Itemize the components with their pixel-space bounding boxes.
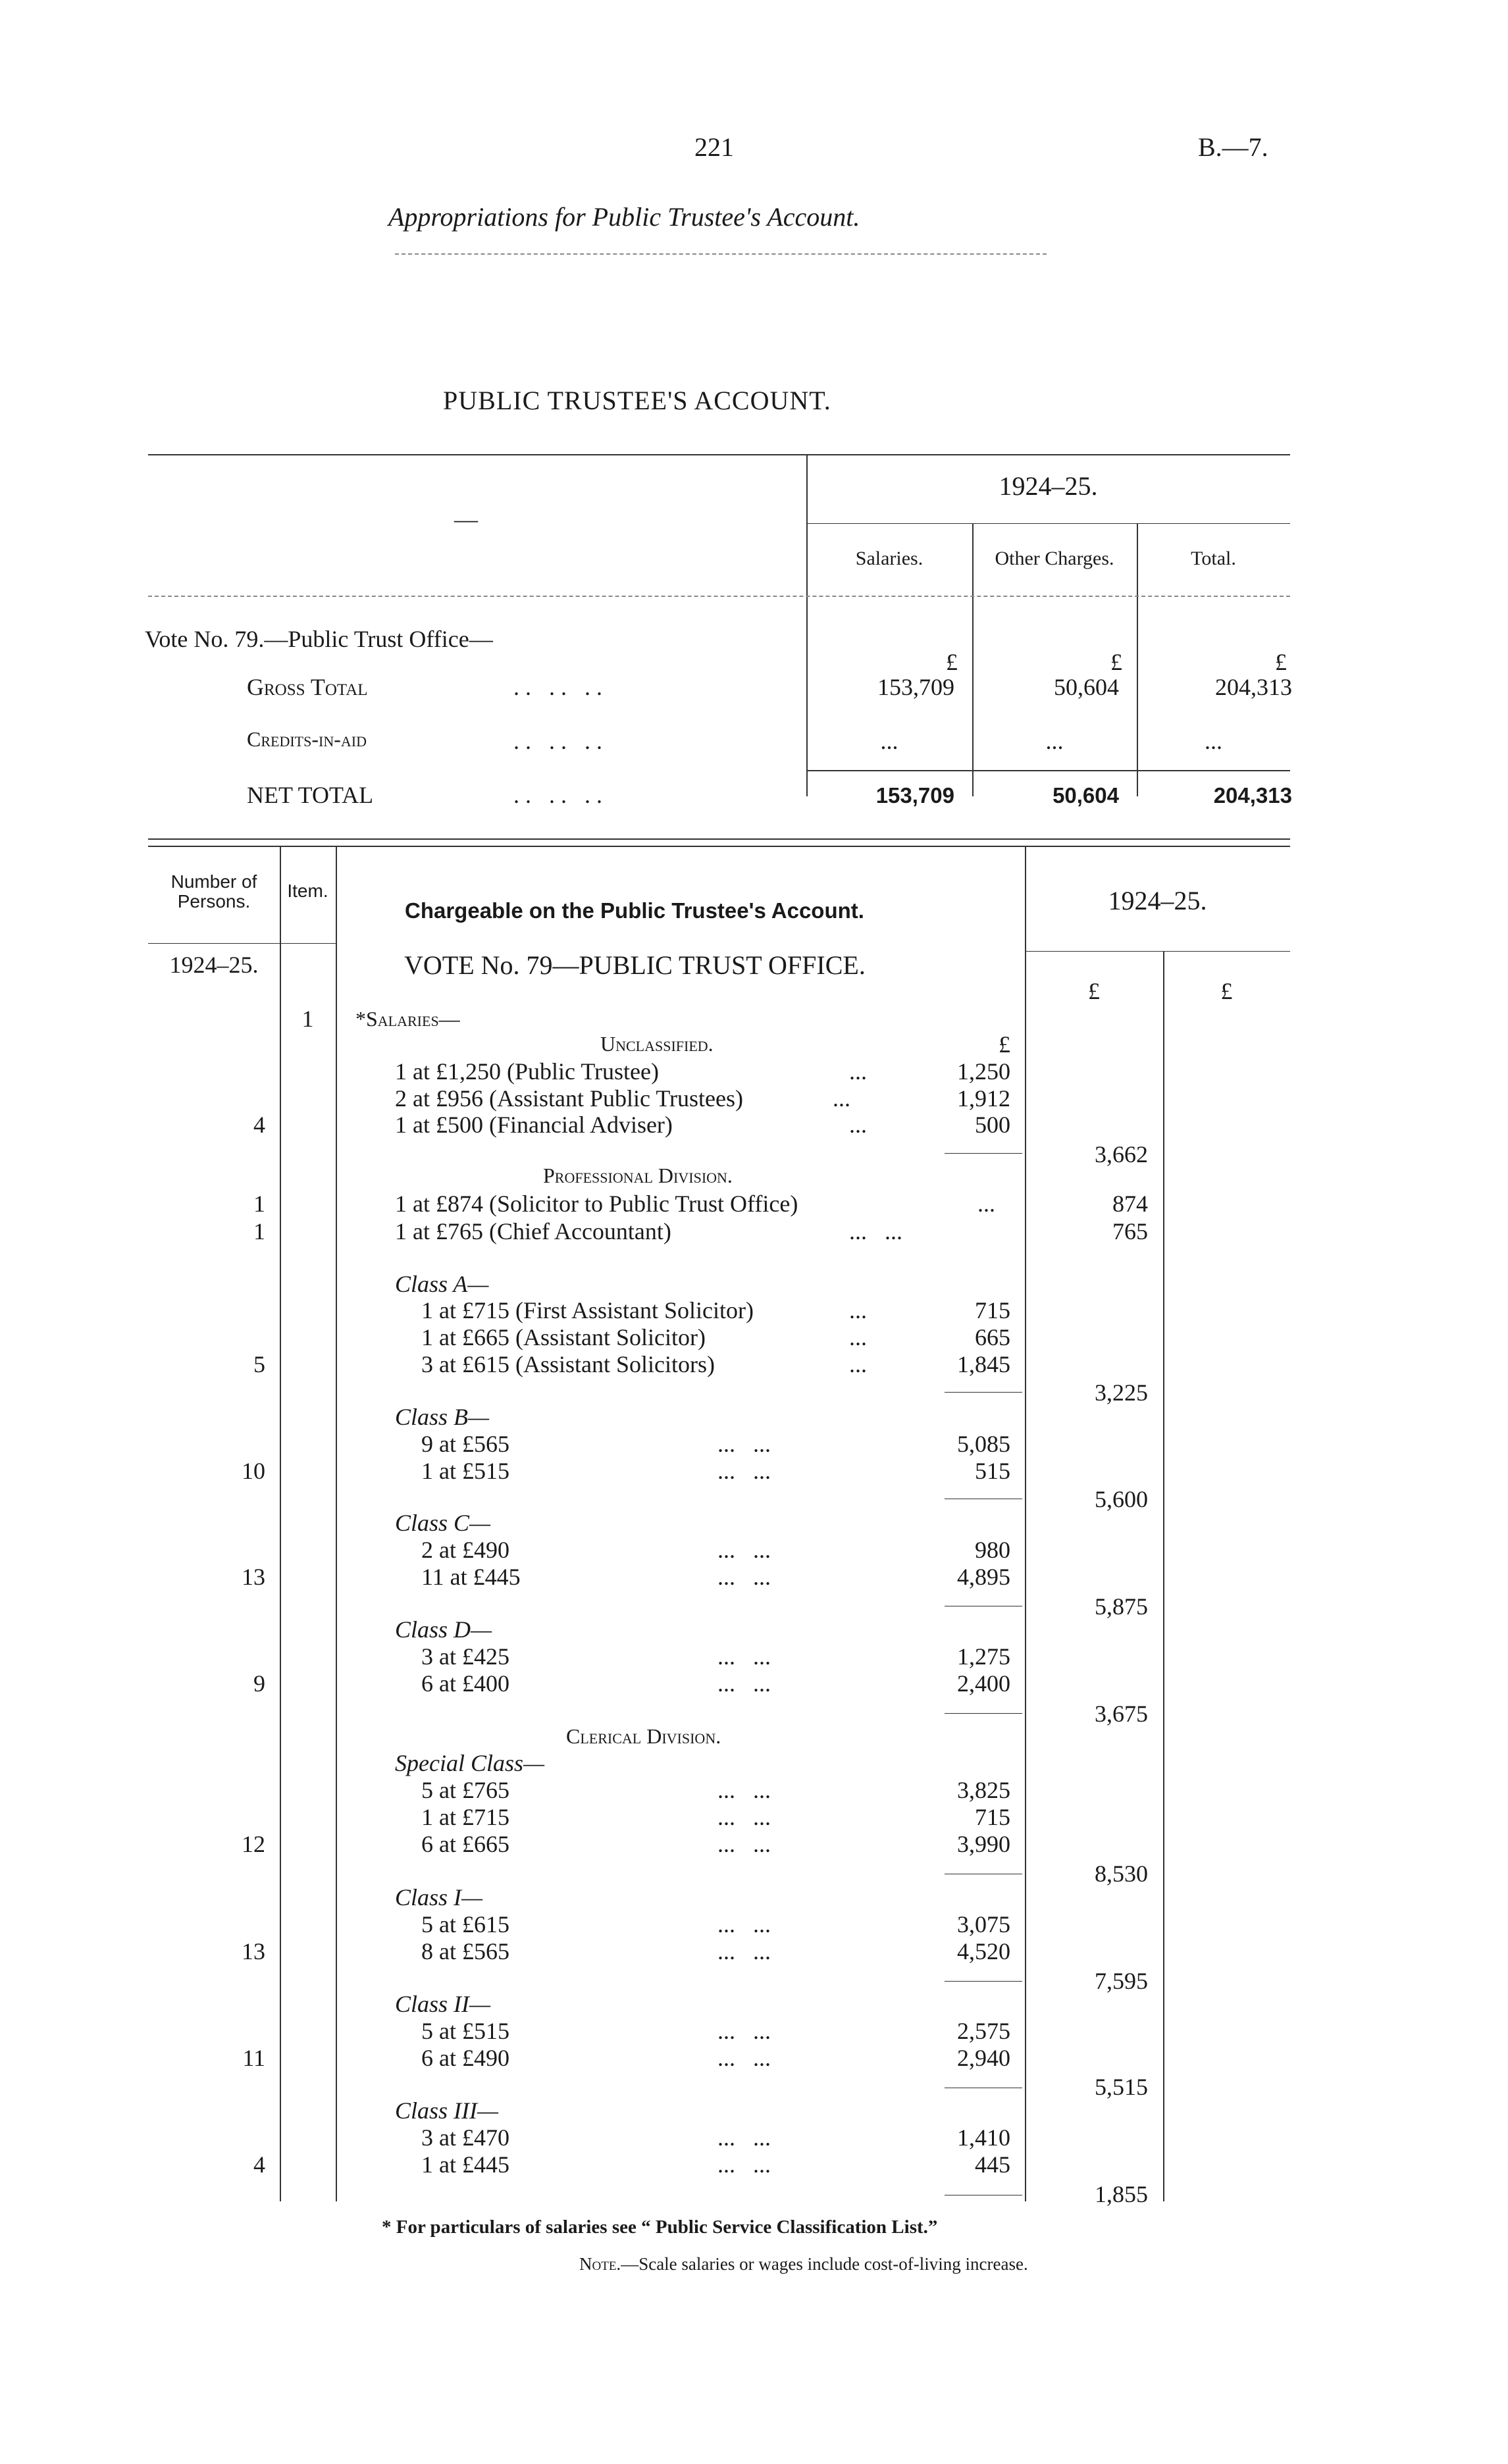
summary-top-rule [148, 454, 1290, 455]
line-text: 6 at £400 [421, 1670, 509, 1697]
main-title: PUBLIC TRUSTEE'S ACCOUNT. [443, 386, 831, 415]
professional-heading: Professional Division. [543, 1164, 733, 1187]
persons-count: 4 [253, 2151, 265, 2178]
header-rule [395, 253, 1047, 255]
subtotal: 3,225 [1095, 1379, 1148, 1406]
class-label: Class I— [395, 1884, 483, 1911]
line-amount: 500 [975, 1112, 1010, 1138]
col-total-header: Total. [1191, 548, 1236, 569]
subtotal: 5,600 [1095, 1486, 1148, 1512]
line-text: 1 at £1,250 (Public Trustee) [395, 1058, 659, 1085]
note-text: —Scale salaries or wages include cost-of-living increase. [621, 2254, 1028, 2274]
subtotal-rule [945, 1392, 1022, 1393]
line-amount: 715 [975, 1297, 1010, 1323]
summary-bottom-rule [148, 838, 1290, 840]
item-number: 1 [301, 1006, 314, 1032]
detail-year: 1924–25. [1108, 886, 1207, 915]
net-total-rule [806, 770, 1290, 771]
leader-dots: . . . . . . [513, 782, 602, 808]
leader-dots: ... ... [849, 1218, 902, 1245]
vote-label: Vote No. 79.—Public Trust Office— [145, 626, 493, 652]
persons-count: 1 [253, 1218, 265, 1245]
line-text: 1 at £715 [421, 1804, 509, 1830]
leader-dots: ... ... [717, 1564, 771, 1590]
persons-count: 4 [253, 1112, 265, 1138]
running-title: Appropriations for Public Trustee's Account. [388, 202, 860, 232]
line-total: 765 [1112, 1218, 1148, 1245]
line-text: 5 at £515 [421, 2018, 509, 2044]
net-salaries: 153,709 [875, 783, 954, 808]
line-amount: 445 [975, 2151, 1010, 2178]
detail-top-rule [148, 846, 1290, 847]
line-amount: 4,520 [957, 1938, 1010, 1964]
line-amount: 980 [975, 1537, 1010, 1563]
line-text: 6 at £490 [421, 2045, 509, 2071]
class-label: Class II— [395, 1991, 491, 2017]
line-amount: 2,940 [957, 2045, 1010, 2071]
credits-in-aid-label: Credits-in-aid [247, 727, 367, 751]
line-text: 3 at £470 [421, 2124, 509, 2151]
line-amount: 3,075 [957, 1911, 1010, 1938]
leader-dots: ... ... [717, 1458, 771, 1484]
leader-dots: ... ... [717, 1911, 771, 1938]
note-label: Note. [579, 2254, 621, 2274]
summary-year: 1924–25. [999, 471, 1098, 501]
col-item: Item. [287, 881, 328, 901]
persons-count: 12 [242, 1831, 265, 1857]
leader-dots: ... [849, 1324, 867, 1350]
line-amount: 4,895 [957, 1564, 1010, 1590]
summary-header-rule [148, 596, 1290, 597]
subtotal: 1,855 [1095, 2181, 1148, 2207]
subtotal: 5,875 [1095, 1593, 1148, 1620]
leader-dots: ... [977, 1191, 995, 1217]
line-text: 8 at £565 [421, 1938, 509, 1964]
line-text: 1 at £665 (Assistant Solicitor) [421, 1324, 706, 1350]
detail-heading: Chargeable on the Public Trustee's Account. [405, 898, 864, 923]
total-currency: £ [1275, 649, 1287, 675]
line-text: 2 at £956 (Assistant Public Trustees) [395, 1085, 744, 1112]
net-other-charges: 50,604 [1053, 783, 1119, 808]
salaries-label: *Salaries— [355, 1007, 460, 1031]
credits-salaries: ... [880, 728, 898, 754]
persons-count: 5 [253, 1351, 265, 1377]
note [579, 2254, 1028, 2274]
gross-other-charges: 50,604 [1054, 674, 1119, 700]
credits-total: ... [1205, 728, 1222, 754]
subtotal: 3,662 [1095, 1141, 1148, 1168]
leader-dots: ... ... [717, 2124, 771, 2151]
class-label: Class B— [395, 1404, 490, 1430]
persons-count: 13 [242, 1564, 265, 1590]
line-amount: 1,250 [957, 1058, 1010, 1085]
line-amount: 515 [975, 1458, 1010, 1484]
gross-total: 204,313 [1215, 674, 1292, 700]
leader-dots: ... ... [717, 1938, 771, 1964]
clerical-heading: Clerical Division. [566, 1724, 721, 1748]
leader-dots: ... ... [717, 2045, 771, 2071]
class-label: Class C— [395, 1510, 491, 1536]
net-total: 204,313 [1213, 783, 1292, 808]
footnote: * For particulars of salaries see “ Public Service Classification List.” [382, 2217, 938, 2238]
subtotal-rule [945, 1153, 1022, 1154]
class-label: Special Class— [395, 1750, 545, 1776]
persons-count: 11 [242, 2045, 265, 2071]
page-reference: B.—7. [1198, 132, 1268, 162]
subtotal: 7,595 [1095, 1968, 1148, 1994]
line-text: 5 at £765 [421, 1777, 509, 1803]
line-total: 874 [1112, 1191, 1148, 1217]
persons-divider [280, 846, 281, 2201]
leader-dots: ... ... [717, 1537, 771, 1563]
line-text: 1 at £515 [421, 1458, 509, 1484]
leader-dots: ... ... [717, 1831, 771, 1857]
line-text: 3 at £615 (Assistant Solicitors) [421, 1351, 715, 1377]
leader-dots: ... [849, 1058, 867, 1085]
line-text: 3 at £425 [421, 1643, 509, 1670]
leader-dots: ... [849, 1297, 867, 1323]
line-amount: 2,575 [957, 2018, 1010, 2044]
persons-count: 13 [242, 1938, 265, 1964]
total-divider [1163, 951, 1164, 2201]
line-text: 1 at £445 [421, 2151, 509, 2178]
persons-count: 10 [242, 1458, 265, 1484]
subtotal-rule [945, 1981, 1022, 1982]
line-text: 1 at £715 (First Assistant Solicitor) [421, 1297, 754, 1323]
class-label: Class A— [395, 1271, 489, 1297]
line-text: 11 at £445 [421, 1564, 521, 1590]
line-text: 2 at £490 [421, 1537, 509, 1563]
detail-year-rule [1025, 951, 1290, 952]
line-text: 6 at £665 [421, 1831, 509, 1857]
other-currency: £ [1110, 649, 1122, 675]
leader-dots: ... ... [717, 2151, 771, 2178]
leader-dots: . . . . . . [513, 674, 602, 700]
col-other-charges-header: Other Charges. [995, 548, 1114, 569]
col-number-of-persons: Number of Persons. [170, 871, 257, 911]
gross-total-label: Gross Total [247, 674, 368, 700]
unclassified-heading: Unclassified. [600, 1032, 714, 1056]
summary-stub-dash: — [454, 506, 478, 532]
line-amount: 715 [975, 1804, 1010, 1830]
page-number: 221 [694, 132, 734, 162]
detail-header-rule [148, 943, 336, 944]
persons-count: 9 [253, 1670, 265, 1697]
leader-dots: ... [849, 1112, 867, 1138]
unclassified-currency: £ [999, 1031, 1010, 1058]
line-amount: 665 [975, 1324, 1010, 1350]
item-divider [336, 846, 337, 2201]
line-amount: 3,990 [957, 1831, 1010, 1857]
line-text: 1 at £874 (Solicitor to Public Trust Office) [395, 1191, 798, 1217]
line-amount: 5,085 [957, 1431, 1010, 1457]
subtotal-currency: £ [1088, 978, 1100, 1004]
leader-dots: ... ... [717, 1777, 771, 1803]
line-text: 1 at £500 (Financial Adviser) [395, 1112, 673, 1138]
subtotal: 5,515 [1095, 2074, 1148, 2100]
net-total-label: NET TOTAL [247, 782, 374, 808]
persons-count: 1 [253, 1191, 265, 1217]
leader-dots: ... [849, 1351, 867, 1377]
subtotal-rule [945, 1713, 1022, 1714]
total-currency: £ [1220, 978, 1233, 1004]
subtotal: 3,675 [1095, 1701, 1148, 1727]
gross-salaries: 153,709 [877, 674, 954, 700]
subtotal: 8,530 [1095, 1861, 1148, 1887]
leader-dots: ... ... [717, 1431, 771, 1457]
amount-divider [1025, 846, 1026, 2201]
vote-title: VOTE No. 79—PUBLIC TRUST OFFICE. [404, 950, 866, 980]
line-text: 9 at £565 [421, 1431, 509, 1457]
line-amount: 1,410 [957, 2124, 1010, 2151]
leader-dots: ... ... [717, 1643, 771, 1670]
persons-year: 1924–25. [169, 952, 259, 978]
leader-dots: ... ... [717, 1670, 771, 1697]
leader-dots: ... ... [717, 1804, 771, 1830]
line-amount: 1,845 [957, 1351, 1010, 1377]
line-amount: 1,275 [957, 1643, 1010, 1670]
line-amount: 3,825 [957, 1777, 1010, 1803]
line-text: 5 at £615 [421, 1911, 509, 1938]
leader-dots: ... [833, 1085, 850, 1112]
col-salaries-header: Salaries. [855, 548, 923, 569]
line-amount: 1,912 [957, 1085, 1010, 1112]
leader-dots: . . . . . . [513, 728, 602, 754]
summary-year-rule [806, 523, 1290, 524]
leader-dots: ... ... [717, 2018, 771, 2044]
line-amount: 2,400 [957, 1670, 1010, 1697]
class-label: Class D— [395, 1616, 492, 1643]
class-label: Class III— [395, 2097, 499, 2124]
line-text: 1 at £765 (Chief Accountant) [395, 1218, 671, 1245]
credits-other-charges: ... [1045, 728, 1064, 754]
salaries-currency: £ [946, 649, 958, 675]
